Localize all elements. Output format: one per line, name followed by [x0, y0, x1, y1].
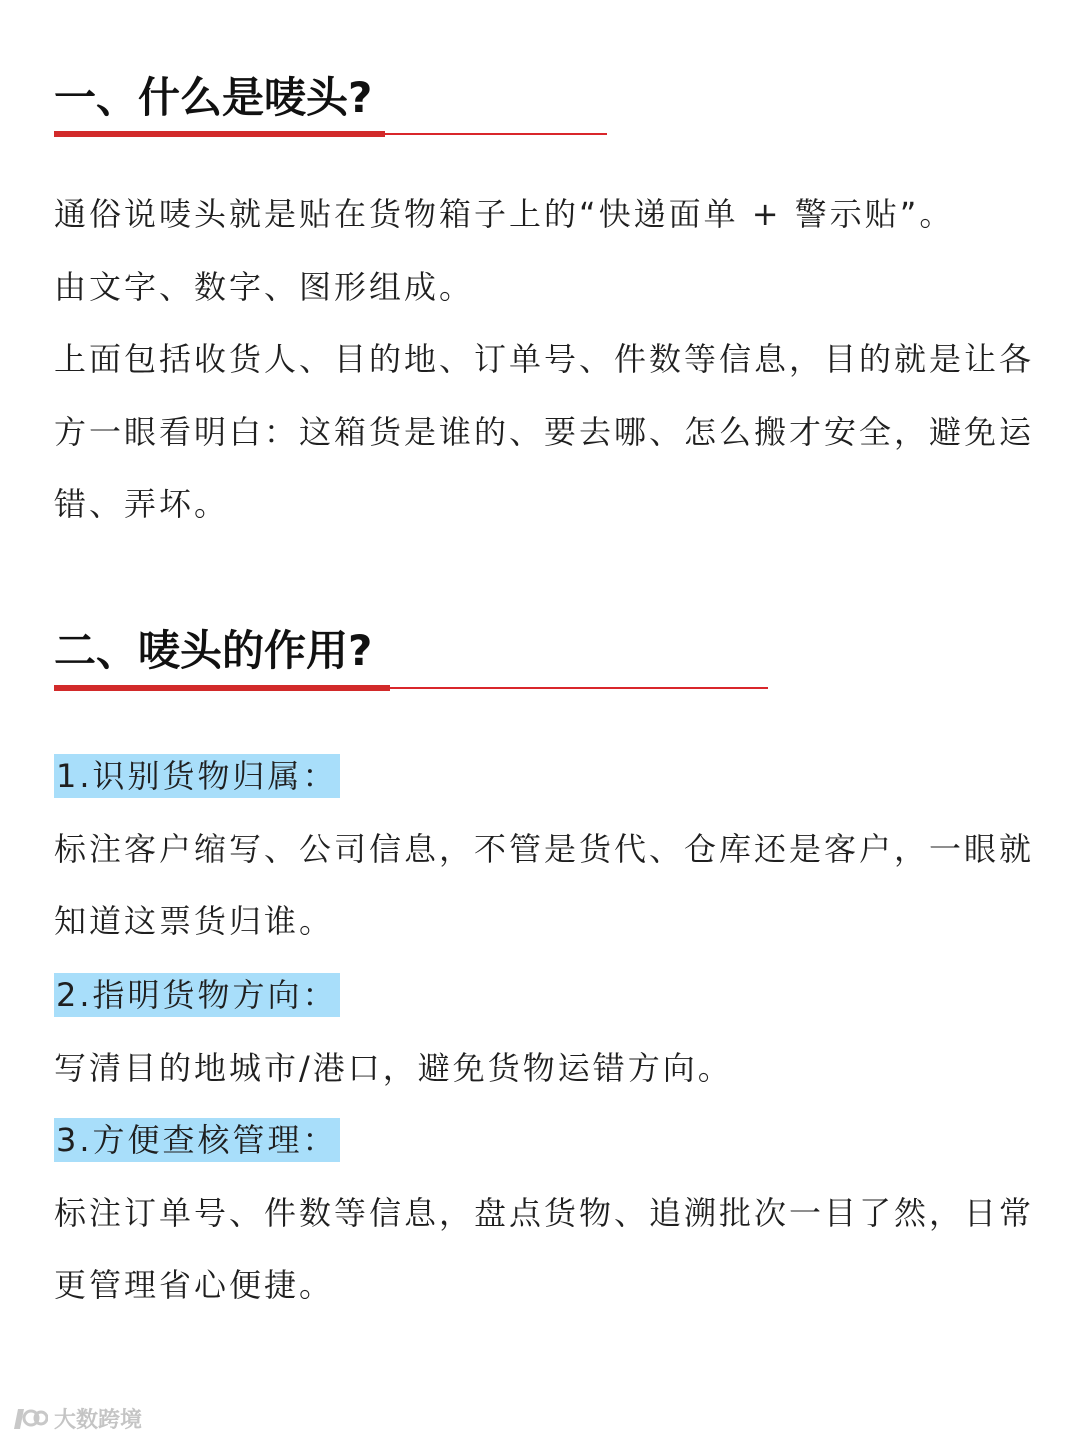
item-2-line-1: 写清目的地城市/港口，避免货物运错方向。 [54, 1049, 733, 1087]
section-1-title-underline [54, 133, 607, 135]
watermark-text: 大数跨境 [54, 1408, 143, 1433]
item-1-line-2: 知道这票货归谁。 [54, 902, 335, 940]
section-1-line-3: 上面包括收货人、目的地、订单号、件数等信息，目的就是让各 [54, 340, 1035, 378]
item-2-heading: 2.指明货物方向： [54, 973, 340, 1017]
item-3-heading: 3.方便查核管理： [54, 1118, 340, 1162]
section-2-title-underline [54, 687, 768, 689]
item-1-heading: 1.识别货物归属： [54, 754, 340, 798]
section-1-line-4: 方一眼看明白：这箱货是谁的、要去哪、怎么搬才安全，避免运 [54, 413, 1035, 451]
section-1-line-2: 由文字、数字、图形组成。 [54, 268, 475, 306]
section-2-title: 二、唛头的作用? [54, 626, 373, 675]
brand-logo-icon [12, 1405, 48, 1433]
section-1-title: 一、什么是唛头? [54, 73, 373, 122]
item-3-line-1: 标注订单号、件数等信息，盘点货物、追溯批次一目了然，日常 [54, 1194, 1035, 1232]
watermark [12, 1403, 142, 1434]
item-1-line-1: 标注客户缩写、公司信息，不管是货代、仓库还是客户，一眼就 [54, 830, 1035, 868]
section-1-line-5: 错、弄坏。 [54, 485, 230, 523]
item-3-line-2: 更管理省心便捷。 [54, 1266, 335, 1304]
section-1-line-1: 通俗说唛头就是贴在货物箱子上的“快递面单 + 警示贴”。 [54, 195, 955, 233]
